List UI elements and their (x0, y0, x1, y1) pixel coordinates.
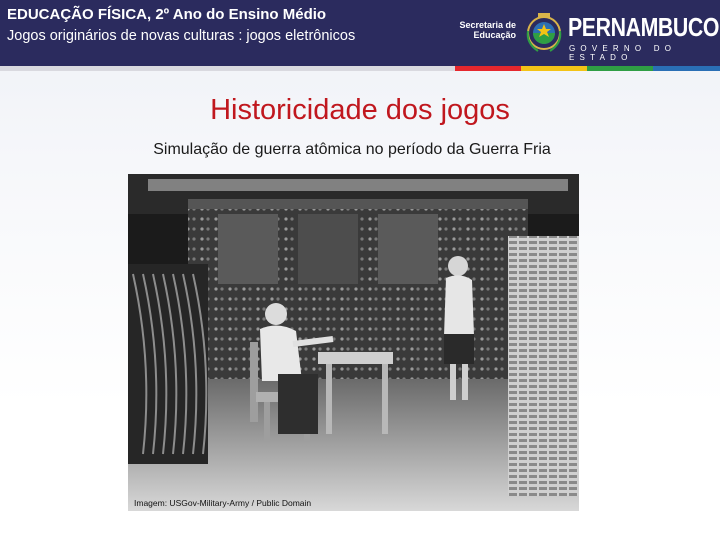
photo-credit: Imagem: USGov-Military-Army / Public Domain (134, 498, 312, 508)
slide-title: Historicidade dos jogos (210, 94, 510, 126)
pernambuco-coat-of-arms-icon (524, 11, 564, 57)
secretaria-line1: Secretaria de (459, 20, 516, 30)
lesson-subtitle: Jogos originários de novas culturas : jogos eletrônicos (7, 28, 356, 44)
state-government-label: GOVERNO DO ESTADO (569, 44, 677, 62)
slide-header (0, 0, 720, 66)
state-name-logo: PERNAMBUCO (568, 12, 720, 42)
slide-subtitle: Simulação de guerra atômica no período da Guerra Fria (153, 141, 551, 158)
secretaria-logo-text (452, 20, 516, 40)
color-stripe (0, 66, 720, 71)
course-title: EDUCAÇÃO FÍSICA, 2º Ano do Ensino Médio (7, 6, 327, 23)
eniac-photo (128, 174, 579, 511)
secretaria-line2: Educação (473, 30, 516, 40)
eniac-photo-illustration (128, 174, 579, 511)
